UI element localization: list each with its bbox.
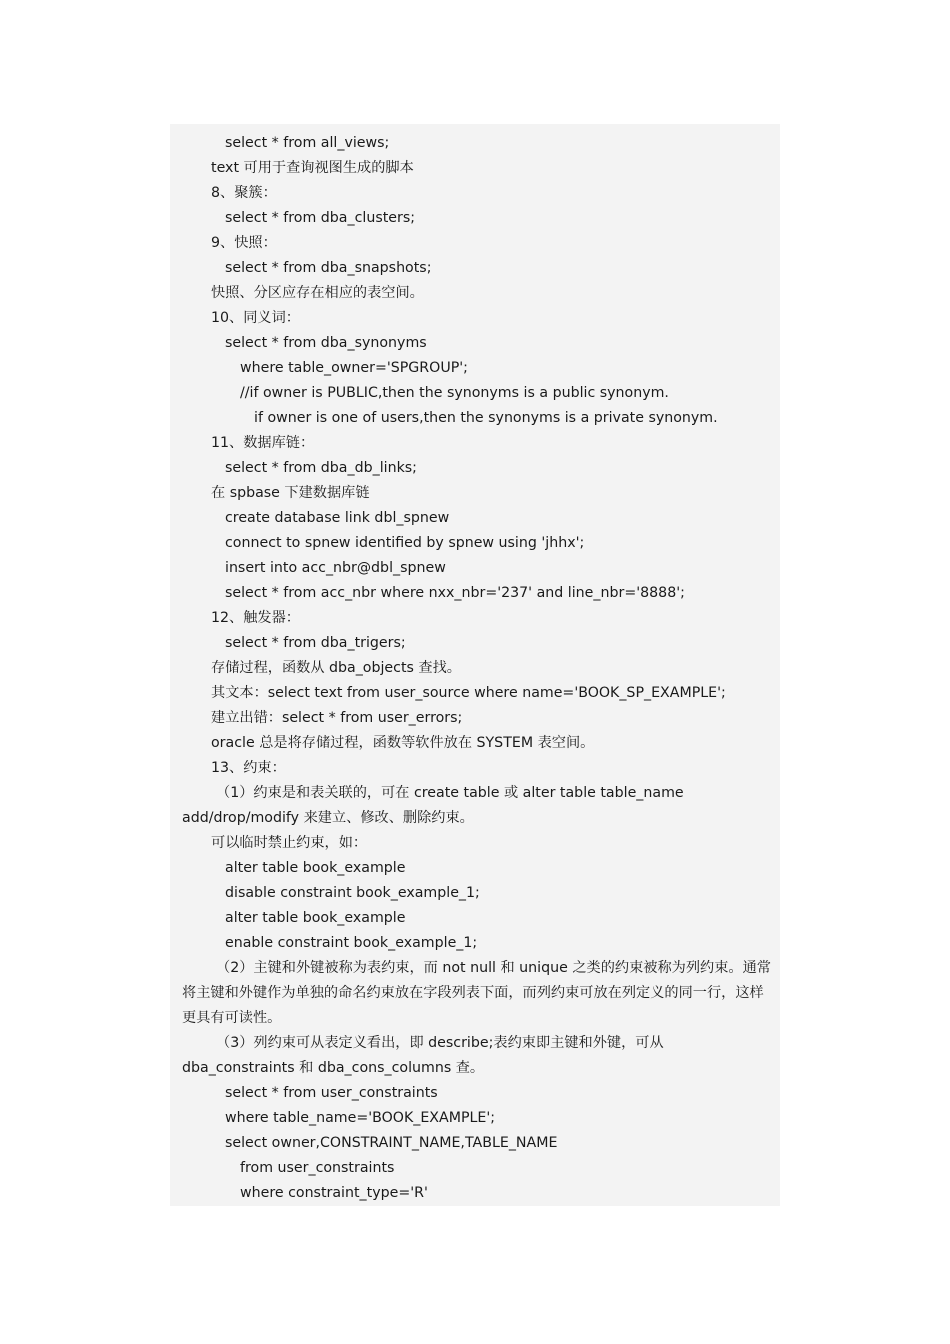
text-line: select * from all_views;: [225, 135, 390, 151]
text-line: text 可用于查询视图生成的脚本: [211, 160, 414, 176]
text-line: select * from dba_trigers;: [225, 635, 406, 651]
text-line: 存储过程，函数从 dba_objects 查找。: [211, 660, 461, 676]
text-line: 建立出错：select * from user_errors;: [211, 710, 463, 726]
text-line: connect to spnew identified by spnew using 'jhhx';: [225, 535, 585, 551]
text-line: if owner is one of users,then the synonyms is a private synonym.: [254, 410, 718, 426]
text-line: insert into acc_nbr@dbl_spnew: [225, 560, 446, 576]
text-line: alter table book_example: [225, 860, 406, 876]
text-line: 可以临时禁止约束，如：: [211, 835, 368, 851]
text-line: where constraint_type='R': [240, 1185, 428, 1201]
text-line: select * from dba_clusters;: [225, 210, 416, 226]
text-line: oracle 总是将存储过程，函数等软件放在 SYSTEM 表空间。: [211, 735, 595, 751]
section-heading: 8、聚簇：: [211, 185, 277, 201]
text-line: where table_name='BOOK_EXAMPLE';: [225, 1110, 496, 1126]
text-line: （1）约束是和表关联的，可在 create table 或 alter table table_name: [216, 785, 684, 801]
text-line: select * from acc_nbr where nxx_nbr='237' and line_nbr='8888';: [225, 585, 685, 601]
section-heading: 12、触发器：: [211, 610, 300, 626]
text-line: 快照、分区应存在相应的表空间。: [211, 285, 424, 301]
text-line: where table_owner='SPGROUP';: [240, 360, 468, 376]
text-line: 其文本：select text from user_source where name='BOOK_SP_EXAMPLE';: [211, 685, 726, 701]
text-line: enable constraint book_example_1;: [225, 935, 478, 951]
text-line: 在 spbase 下建数据库链: [211, 485, 370, 501]
text-line: select * from dba_db_links;: [225, 460, 417, 476]
section-heading: 13、约束：: [211, 760, 286, 776]
text-line: add/drop/modify 来建立、修改、删除约束。: [182, 810, 474, 826]
text-line: select * from user_constraints: [225, 1085, 438, 1101]
text-line: disable constraint book_example_1;: [225, 885, 480, 901]
section-heading: 10、同义词：: [211, 310, 300, 326]
text-line: （3）列约束可从表定义看出，即 describe;表约束即主键和外键，可从: [216, 1035, 664, 1051]
text-line: （2）主键和外键被称为表约束，而 not null 和 unique 之类的约束被称为列约束。通常: [216, 960, 771, 976]
text-line: //if owner is PUBLIC,then the synonyms is a public synonym.: [240, 385, 669, 401]
text-line: alter table book_example: [225, 910, 406, 926]
section-heading: 11、数据库链：: [211, 435, 315, 451]
text-line: select * from dba_synonyms: [225, 335, 427, 351]
text-line: select * from dba_snapshots;: [225, 260, 432, 276]
text-line: from user_constraints: [240, 1160, 395, 1176]
text-line: select owner,CONSTRAINT_NAME,TABLE_NAME: [225, 1135, 558, 1151]
text-line: 更具有可读性。: [182, 1010, 282, 1026]
text-line: create database link dbl_spnew: [225, 510, 450, 526]
text-line: dba_constraints 和 dba_cons_columns 查。: [182, 1060, 485, 1076]
text-line: 将主键和外键作为单独的命名约束放在字段列表下面，而列约束可放在列定义的同一行，这样: [182, 985, 764, 1001]
section-heading: 9、快照：: [211, 235, 277, 251]
